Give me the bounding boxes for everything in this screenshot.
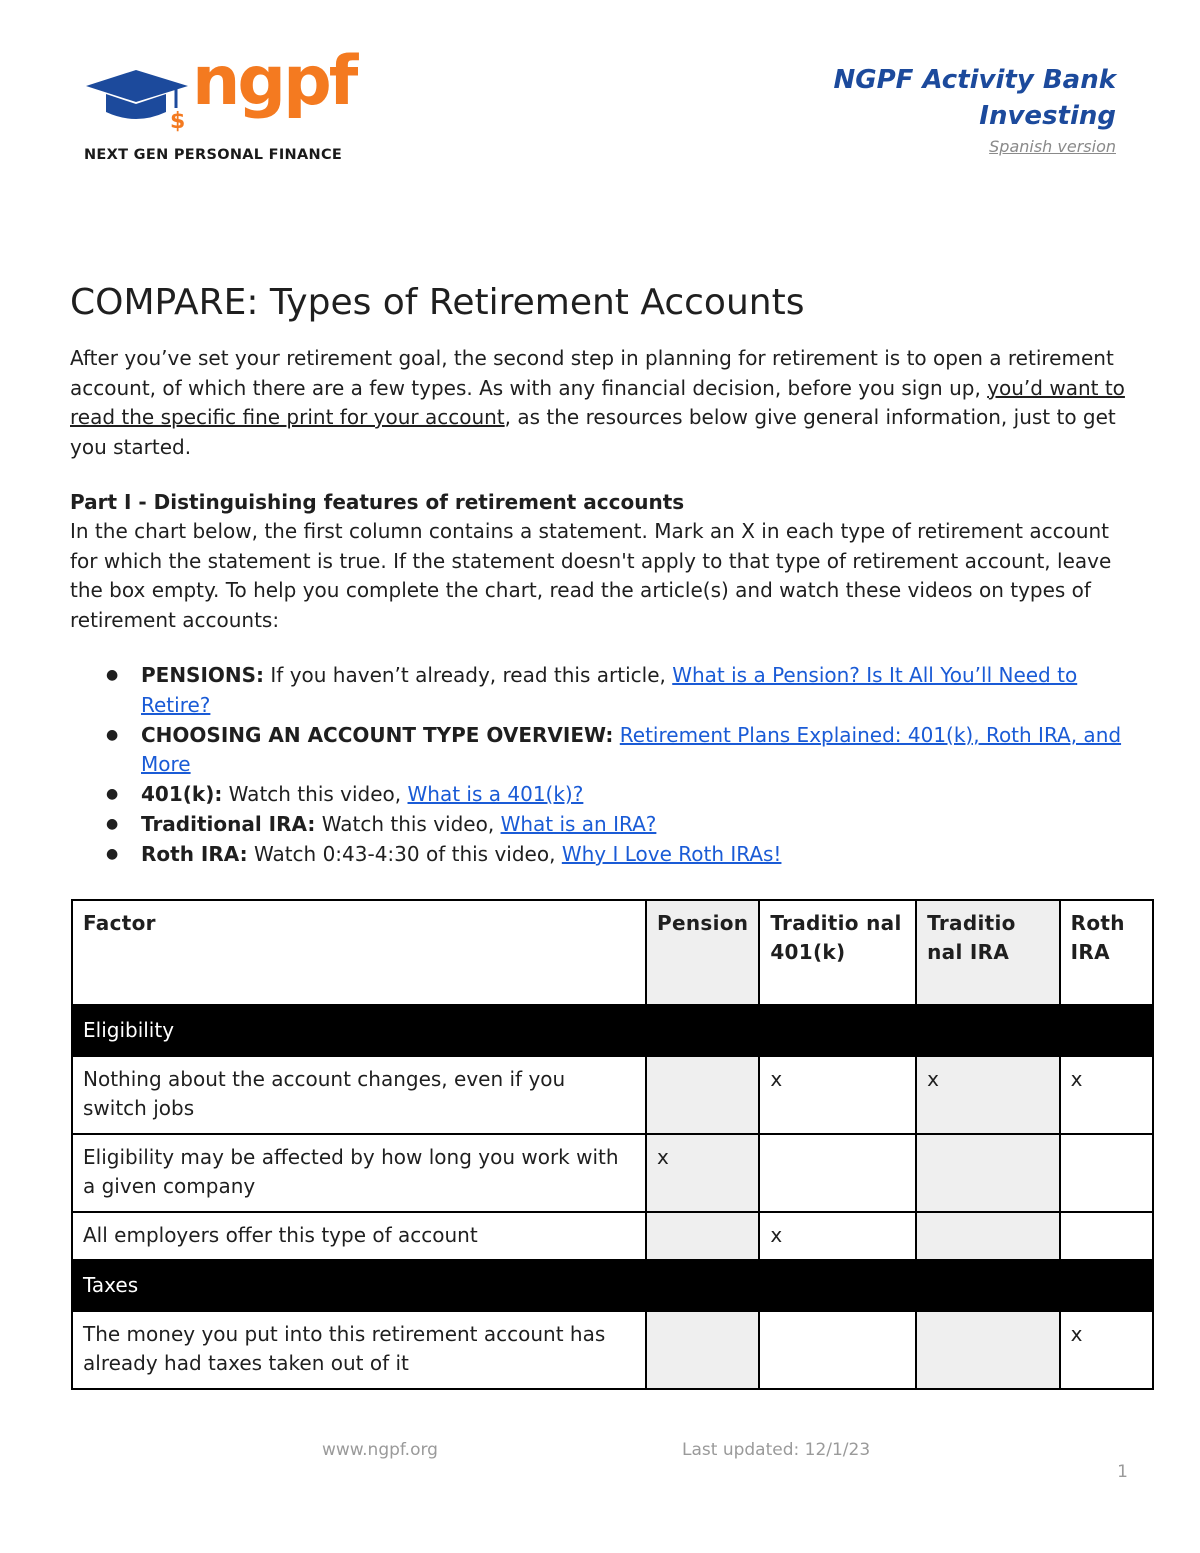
pension-cell[interactable]: [646, 1212, 759, 1260]
header-traditional-ira: Traditio nal IRA: [916, 900, 1060, 1005]
resource-label: CHOOSING AN ACCOUNT TYPE OVERVIEW:: [141, 722, 614, 747]
resource-list: [70, 661, 1130, 870]
header-roth-ira: Roth IRA: [1060, 900, 1153, 1005]
resource-text: Watch this video,: [222, 782, 408, 806]
traditional-ira-cell[interactable]: x: [916, 1056, 1060, 1134]
page-number: 1: [1117, 1462, 1128, 1482]
ira-video-link[interactable]: What is an IRA?: [500, 812, 657, 836]
ngpf-logo: [84, 42, 384, 172]
list-item: [70, 840, 1130, 870]
resource-label: Traditional IRA:: [141, 812, 316, 836]
table-row: [72, 1134, 1153, 1212]
list-item: [70, 810, 1130, 840]
roth-ira-video-link[interactable]: Why I Love Roth IRAs!: [561, 842, 782, 866]
factor-cell: Eligibility may be affected by how long you work with a given company: [72, 1134, 646, 1212]
section-label: Eligibility: [72, 1005, 1153, 1056]
graduation-cap-icon: [84, 68, 196, 134]
pension-cell[interactable]: [646, 1056, 759, 1134]
resource-label: 401(k):: [141, 782, 223, 806]
resource-label: PENSIONS:: [141, 663, 265, 687]
logo-wordmark: ngpf: [192, 42, 356, 121]
factor-cell: Nothing about the account changes, even if you switch jobs: [72, 1056, 646, 1134]
activity-bank-title: NGPF Activity Bank: [833, 65, 1116, 95]
pension-cell[interactable]: [646, 1311, 759, 1389]
traditional-401k-cell[interactable]: x: [759, 1056, 916, 1134]
svg-text:$: $: [170, 109, 186, 134]
spanish-version-link[interactable]: Spanish version: [989, 137, 1116, 156]
header-factor: Factor: [72, 900, 646, 1005]
footer-url: www.ngpf.org: [322, 1440, 438, 1460]
header-pension: Pension: [646, 900, 759, 1005]
part-one-heading: Part I - Distinguishing features of retirement accounts: [70, 490, 685, 514]
section-label: Taxes: [72, 1260, 1153, 1311]
unit-title: Investing: [979, 101, 1116, 131]
part-one-instructions: In the chart below, the first column contains a statement. Mark an X in each type of retirement account for which the statement is true. If the statement doesn't apply to that type of retirement account, leave the box empty. To help you complete the chart, read the article(s) and watch these videos on types of retirement accounts:: [70, 519, 1112, 632]
list-item: [70, 661, 1130, 720]
table-row: [72, 1311, 1153, 1389]
table-row: [72, 1212, 1153, 1260]
section-row-eligibility: [72, 1005, 1153, 1056]
intro-fine-print: you’d want to read the specific fine print for your account: [70, 375, 1125, 429]
roth-ira-cell[interactable]: [1060, 1134, 1153, 1212]
traditional-ira-cell[interactable]: [916, 1311, 1060, 1389]
roth-ira-cell[interactable]: x: [1060, 1311, 1153, 1389]
footer-last-updated: Last updated: 12/1/23: [682, 1440, 871, 1460]
resource-label: Roth IRA:: [141, 842, 248, 866]
traditional-ira-cell[interactable]: [916, 1134, 1060, 1212]
list-item: [70, 780, 1130, 810]
table-row: [72, 1056, 1153, 1134]
resource-text: Watch 0:43-4:30 of this video,: [247, 842, 562, 866]
intro-text-start: After you’ve set your retirement goal, the second step in planning for retirement is to open a retirement account, of which there are a few types. As with any financial decision, before you sign up,: [70, 346, 1114, 400]
roth-ira-cell[interactable]: [1060, 1212, 1153, 1260]
factor-cell: All employers offer this type of account: [72, 1212, 646, 1260]
traditional-ira-cell[interactable]: [916, 1212, 1060, 1260]
pension-cell[interactable]: x: [646, 1134, 759, 1212]
list-item: [70, 721, 1130, 780]
traditional-401k-cell[interactable]: x: [759, 1212, 916, 1260]
logo-tagline: NEXT GEN PERSONAL FINANCE: [84, 147, 343, 163]
traditional-401k-cell[interactable]: [759, 1134, 916, 1212]
page-title: COMPARE: Types of Retirement Accounts: [70, 282, 805, 323]
section-row-taxes: [72, 1260, 1153, 1311]
pension-article-link[interactable]: What is a Pension? Is It All You’ll Need to Retire?: [141, 663, 1078, 717]
header-traditional-401k: Traditio nal 401(k): [759, 900, 916, 1005]
comparison-table: [71, 899, 1154, 1390]
intro-text-end: , as the resources below give general information, just to get you started.: [70, 405, 1116, 459]
roth-ira-cell[interactable]: x: [1060, 1056, 1153, 1134]
retirement-plans-link[interactable]: Retirement Plans Explained: 401(k), Roth IRA, and More: [141, 722, 1122, 776]
resource-text: Watch this video,: [315, 812, 501, 836]
resource-text: If you haven’t already, read this article,: [264, 663, 673, 687]
factor-cell: The money you put into this retirement account has already had taxes taken out of it: [72, 1311, 646, 1389]
401k-video-link[interactable]: What is a 401(k)?: [407, 782, 584, 806]
intro-paragraph: [70, 344, 1130, 462]
traditional-401k-cell[interactable]: [759, 1311, 916, 1389]
table-header-row: [72, 900, 1153, 1005]
header-block: [834, 62, 1117, 158]
